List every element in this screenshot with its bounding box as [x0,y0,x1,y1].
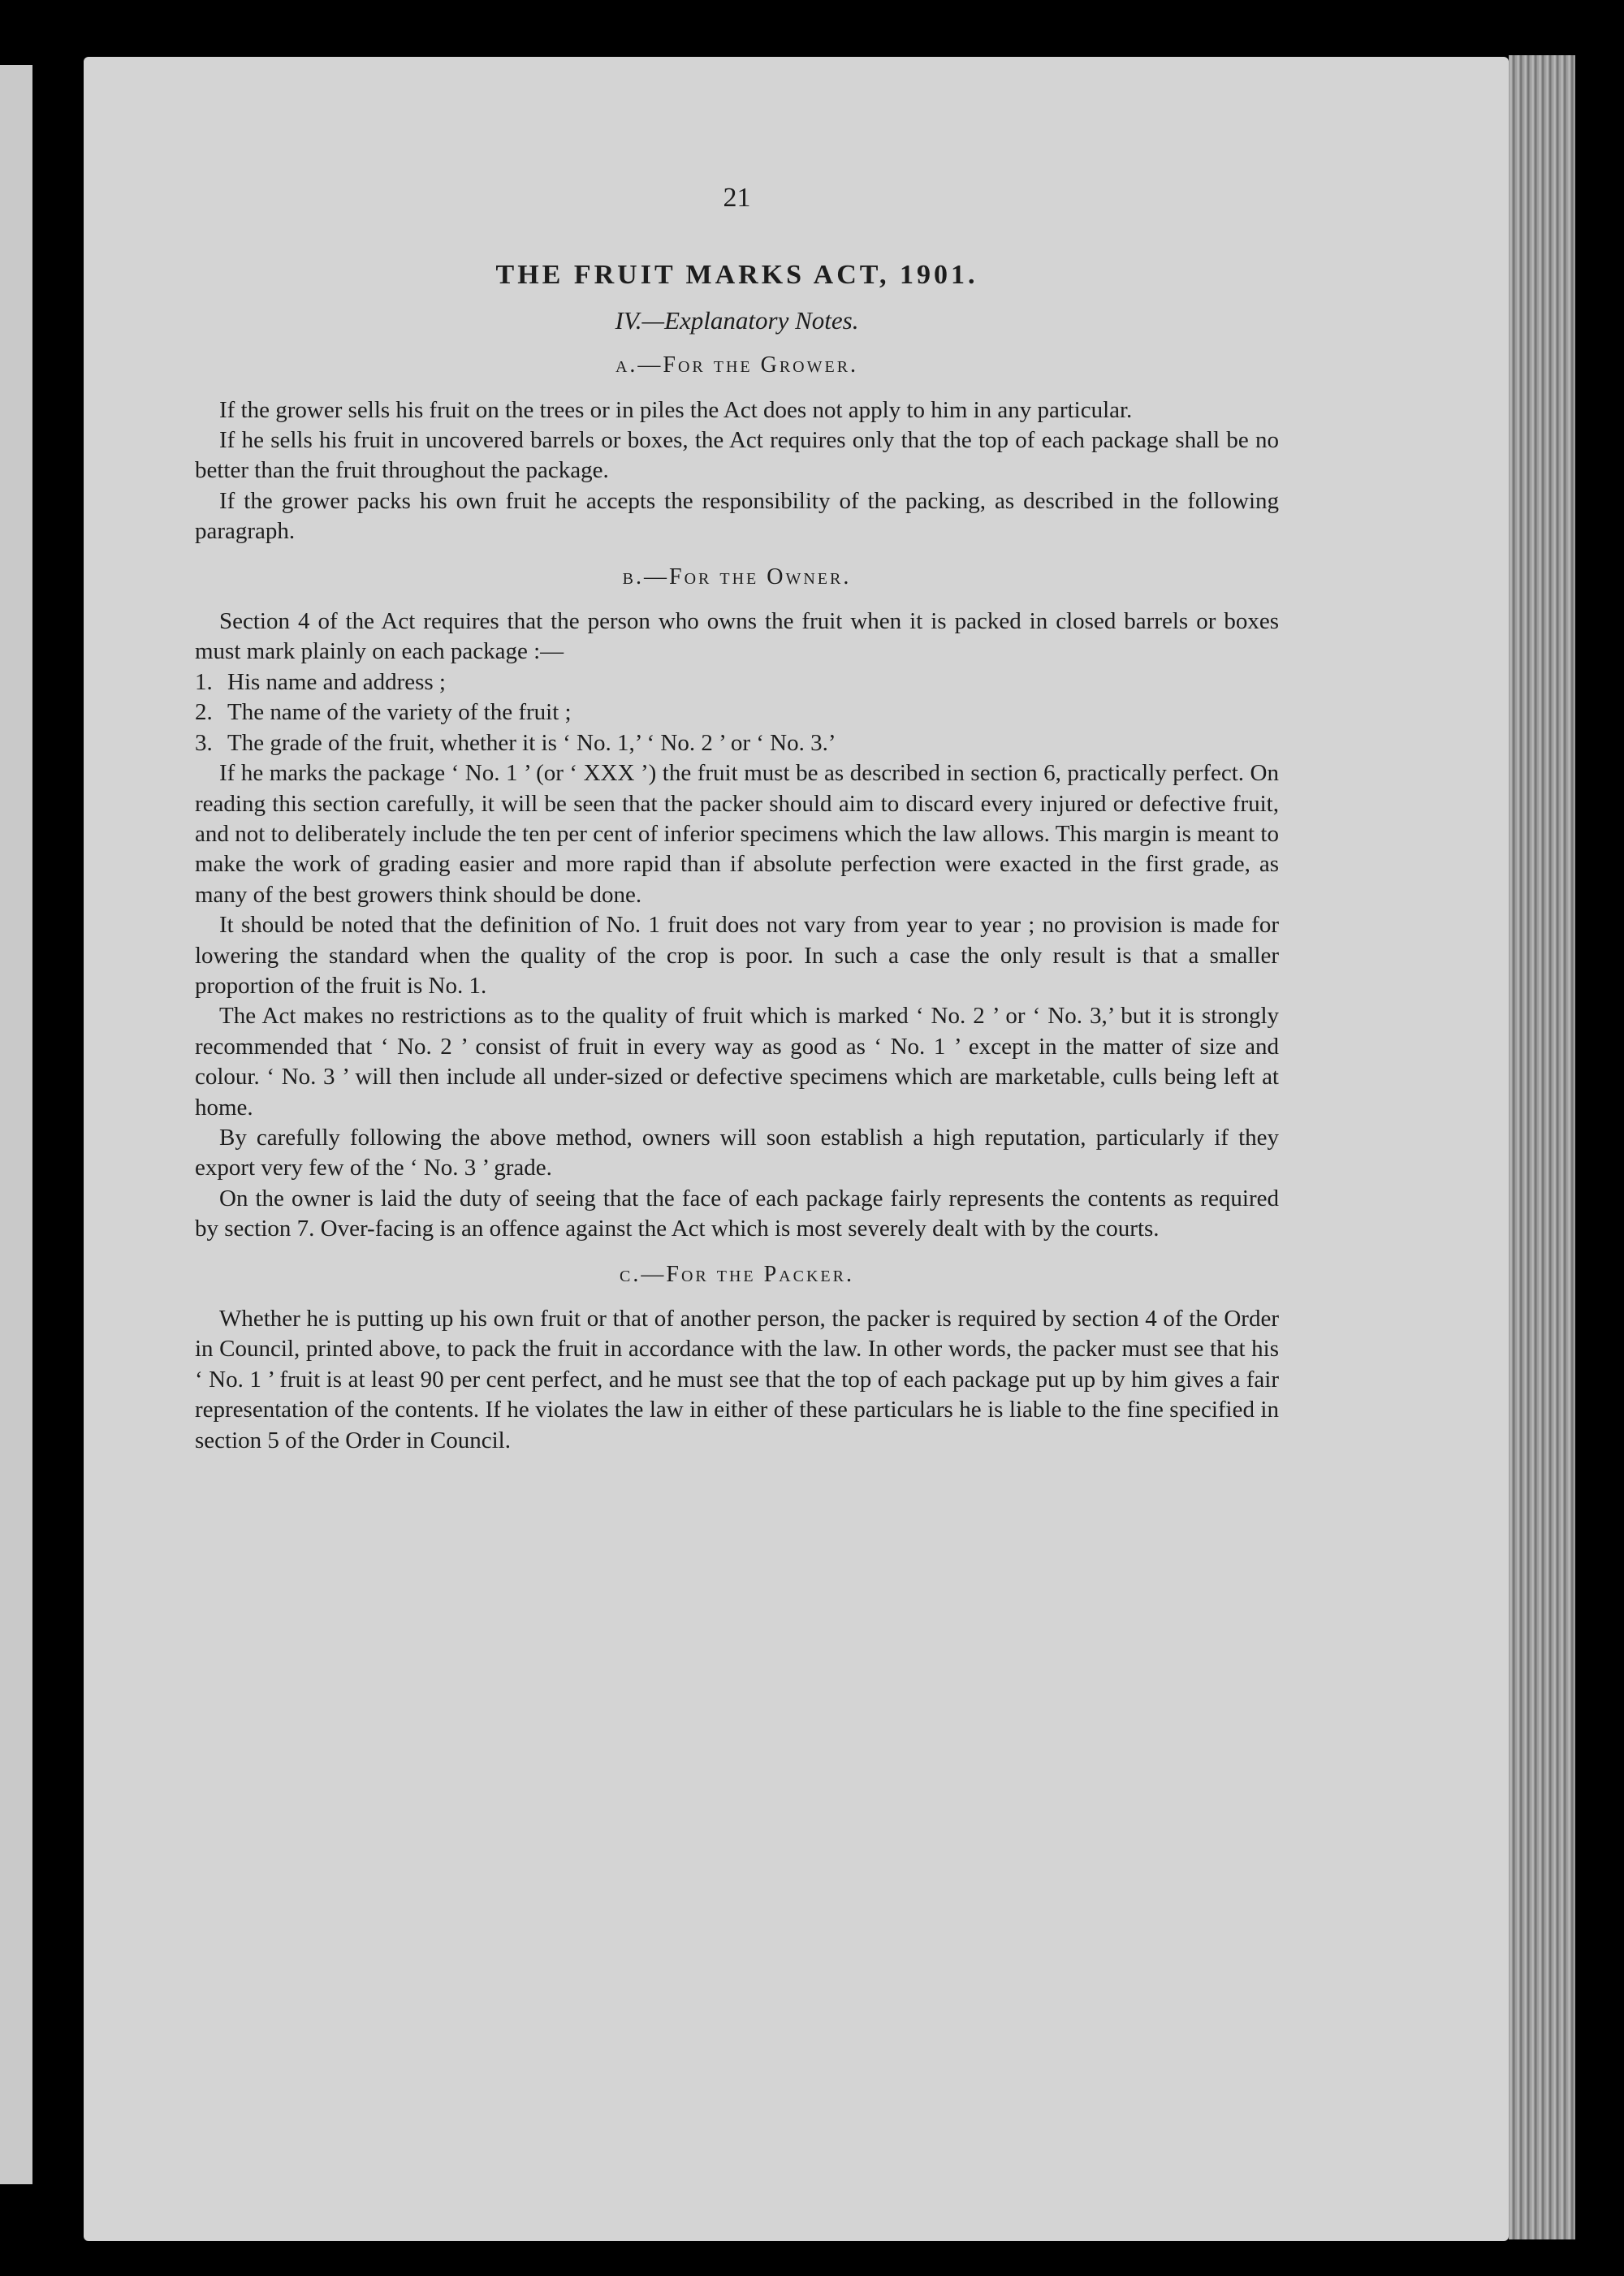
page-number: 21 [723,183,751,213]
list-item [195,728,1279,758]
list-text: His name and address ; [227,668,446,695]
adjacent-page-edge [0,65,32,2184]
list-number: 1. [195,668,213,695]
section-heading-grower: a.—For the Grower. [615,352,859,378]
list-text: The name of the variety of the fruit ; [227,699,572,726]
list-number: 2. [195,699,213,726]
section-heading-packer: c.—For the Packer. [620,1261,854,1287]
part-title: IV.—Explanatory Notes. [615,305,859,335]
paragraph: Whether he is putting up his own fruit or that of another person, the packer is required by section 4 of the Order in Council, printed above, to pack the fruit in accordance with the law. In other words, the packer must see that his ‘ No. 1 ’ fruit is at least 90 per cent perfect, and he must see that the top of each package put up by him gives a fair representation of the contents. If he violates the law in either of these particulars he is liable to the fine specified in section 5 of the Order in Council. [195,1306,1279,1453]
section-heading-owner: b.—For the Owner. [622,564,852,590]
paragraph: By carefully following the above method, owners will soon establish a high reputation, particularly if they export very few of the ‘ No. 3 ’ grade. [195,1124,1279,1181]
list-item [195,667,1279,697]
page-text [195,183,1279,1456]
paragraph: If the grower sells his fruit on the trees or in piles the Act does not apply to him in any particular. [219,396,1133,423]
paragraph: On the owner is laid the duty of seeing that the face of each package fairly represents the contents as required by section 7. Over-facing is an offence against the Act which is most severely dealt with by the courts. [195,1185,1279,1242]
paragraph: It should be noted that the definition of No. 1 fruit does not vary from year to year ; no provision is made for lowering the standard when the quality of the crop is poor. In such a case the only result is that a smaller proportion of the fruit is No. 1. [195,912,1279,999]
list-item [195,697,1279,728]
paragraph: If he sells his fruit in uncovered barrels or boxes, the Act requires only that the top of each package shall be no better than the fruit throughout the package. [195,427,1279,484]
act-title: THE FRUIT MARKS ACT, 1901. [495,260,978,291]
book-page-edges [1509,55,1575,2239]
paragraph: If the grower packs his own fruit he accepts the responsibility of the packing, as described in the following paragraph. [195,487,1279,545]
paragraph: If he marks the package ‘ No. 1 ’ (or ‘ XXX ’) the fruit must be as described in section 6, practically perfect. On reading this section carefully, it will be seen that the packer should aim to discard every injured or defective fruit, and not to deliberately include the ten per cent of inferior specimens which the law allows. This margin is meant to make the work of grading easier and more rapid than if absolute perfection were exacted in the first grade, as many of the best growers think should be done. [195,760,1279,908]
list-number: 3. [195,729,213,756]
list-text: The grade of the fruit, whether it is ‘ No. 1,’ ‘ No. 2 ’ or ‘ No. 3.’ [227,729,836,756]
paragraph: The Act makes no restrictions as to the quality of fruit which is marked ‘ No. 2 ’ or ‘ No. 3,’ but it is strongly recommended that ‘ No. 2 ’ consist of fruit in every way as good as ‘ No. 1 ’ except in the matter of size and colour. ‘ No. 3 ’ will then include all under-sized or defective specimens which are marketable, culls being left at home. [195,1003,1279,1121]
paragraph: Section 4 of the Act requires that the person who owns the fruit when it is packed in closed barrels or boxes must mark plainly on each package :— [195,608,1279,665]
